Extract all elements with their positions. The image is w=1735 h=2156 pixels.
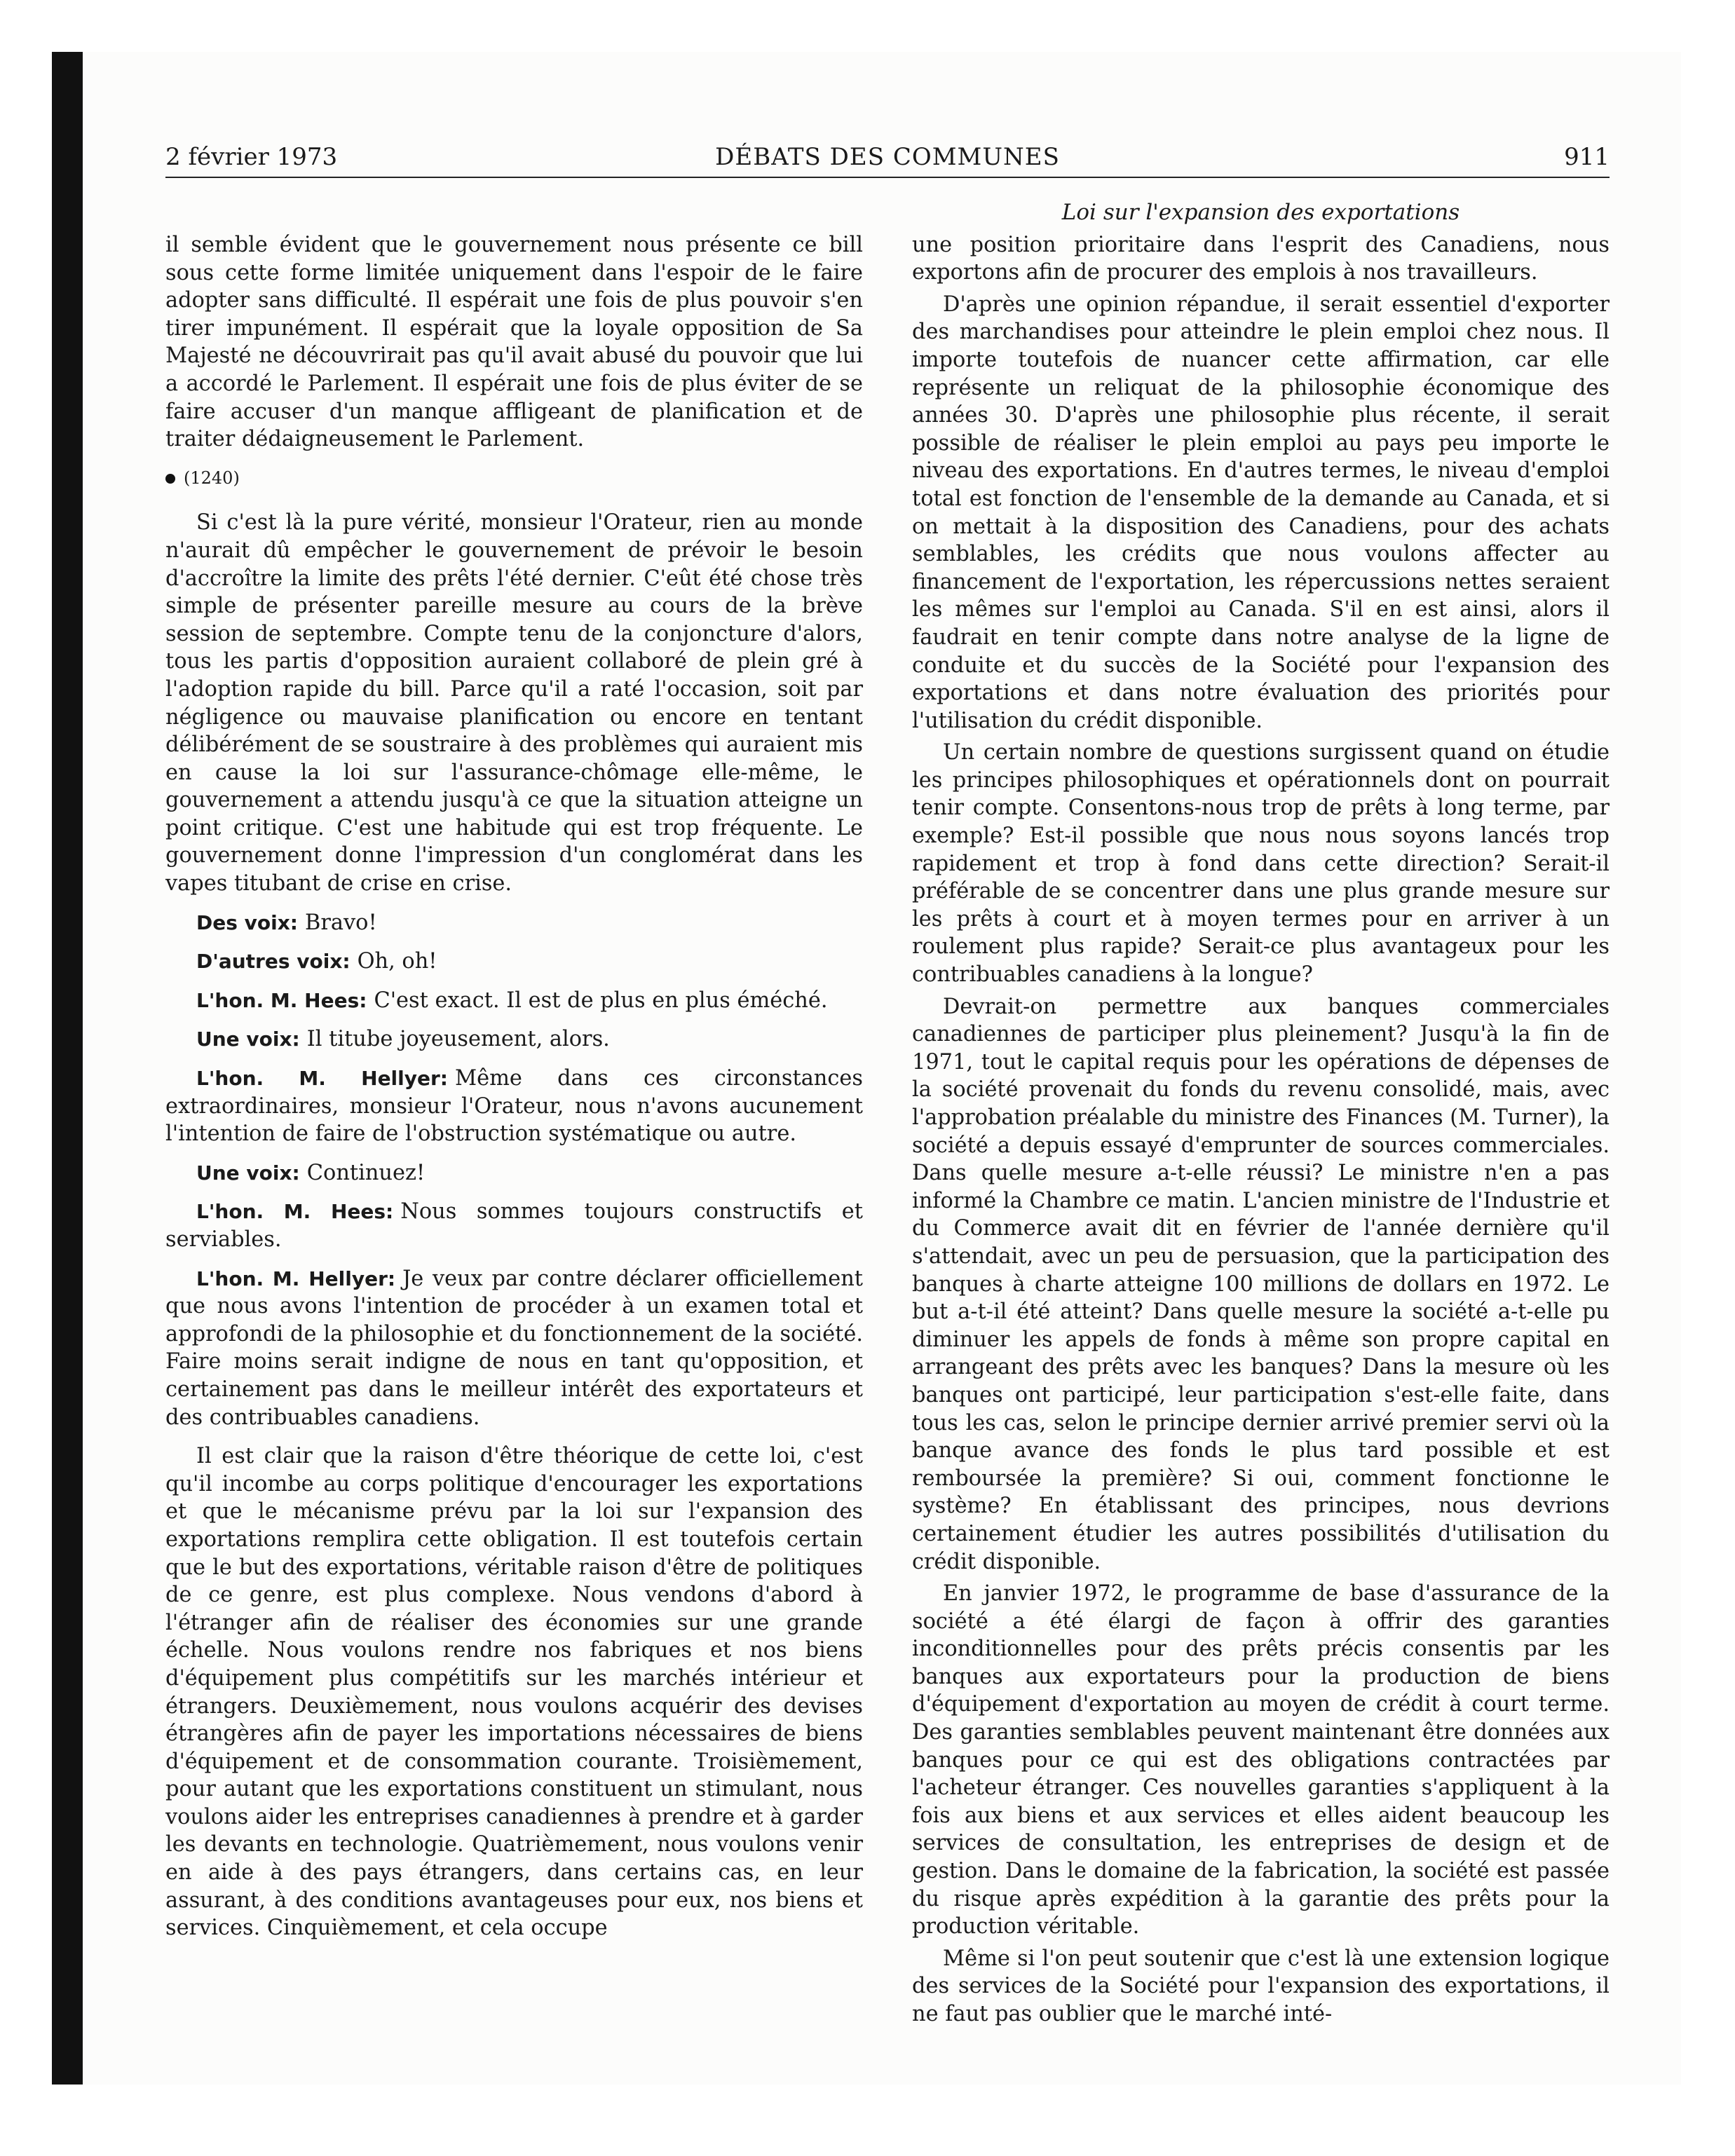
speech-entry	[165, 1265, 863, 1432]
speaker-name: L'hon. M. Hees:	[196, 988, 367, 1012]
paragraph: une position prioritaire dans l'esprit des Canadiens, nous exportons afin de procurer des emplois à nos travailleurs.	[912, 232, 1610, 285]
header-title: DÉBATS DES COMMUNES	[715, 143, 1060, 171]
speech-text: Continuez!	[306, 1160, 426, 1185]
time-marker-text: (1240)	[184, 468, 240, 488]
speaker-name: D'autres voix:	[196, 950, 351, 974]
speech-text: C'est exact. Il est de plus en plus éméché.	[374, 988, 828, 1013]
speaker-name: Une voix:	[196, 1161, 300, 1185]
speech-entry	[165, 1198, 863, 1253]
speaker-name: L'hon. M. Hees:	[196, 1200, 394, 1224]
speech-text: Je veux par contre déclarer officiellement que nous avons l'intention de procéder à un examen total et approfondi de la philosophie et du fonctionnement de la société. Faire moins serait indigne de nous en tant qu'opposition, et certainement pas dans le meilleur intérêt des exportateurs et des contribuables canadiens.	[165, 1266, 863, 1430]
speaker-name: Des voix:	[196, 910, 298, 934]
speech-text: Nous sommes toujours constructifs et serviables.	[165, 1199, 863, 1252]
speech-text: Il titube joyeusement, alors.	[306, 1027, 610, 1052]
speech-entry	[165, 1065, 863, 1148]
header-date: 2 février 1973	[165, 143, 338, 171]
speech-entry	[165, 948, 863, 976]
scan-edge-bar	[52, 52, 83, 2085]
speaker-name: L'hon. M. Hellyer:	[196, 1067, 449, 1091]
speech-entry	[165, 1025, 863, 1053]
time-marker	[165, 465, 863, 493]
speech-text: Oh, oh!	[357, 949, 437, 974]
bullet-icon	[165, 474, 175, 484]
page-header	[165, 140, 1610, 178]
speech-entry	[165, 987, 863, 1015]
speech-text: Même dans ces circonstances extraordinaires, monsieur l'Orateur, nous n'avons aucunement l'intention de faire de l'obstruction systématique ou autre.	[165, 1066, 863, 1147]
speaker-name: L'hon. M. Hellyer:	[196, 1267, 396, 1290]
section-title: Loi sur l'expansion des exportations	[1061, 200, 1460, 225]
header-page-number: 911	[1564, 143, 1610, 171]
paragraph: Même si l'on peut soutenir que c'est là une extension logique des services de la Société pour l'expansion des exportations, il ne faut pas oublier que le marché inté-	[912, 1946, 1610, 2026]
speech-entry	[165, 1159, 863, 1187]
paragraph: Si c'est là la pure vérité, monsieur l'Orateur, rien au monde n'aurait dû empêcher le gouvernement de prévoir le besoin d'accroître la limite des prêts l'été dernier. C'eût été chose très simple de présenter pareille mesure au cours de la brève session de septembre. Compte tenu de la conjoncture d'alors, tous les partis d'opposition auraient collaboré de plein gré à l'adoption rapide du bill. Parce qu'il a raté l'occasion, soit par négligence ou mauvaise planification ou encore en tentant délibérément de se soustraire à des problèmes qui auraient mis en cause la loi sur l'assurance-chômage elle-même, le gouvernement a attendu jusqu'à ce que la situation atteigne un point critique. C'est une habitude qui est trop fréquente. Le gouvernement donne l'impression d'un conglomérat dans les vapes titubant de crise en crise.	[165, 510, 863, 896]
paragraph: Il est clair que la raison d'être théorique de cette loi, c'est qu'il incombe au corps politique d'encourager les exportations et que le mécanisme prévu par la loi sur l'expansion des exportations remplira cette obligation. Il est toutefois certain que le but des exportations, véritable raison d'être de politiques de ce genre, est plus complexe. Nous vendons d'abord à l'étranger afin de réaliser des économies sur une grande échelle. Nous voulons rendre nos fabriques et nos biens d'équipement plus compétitifs sur les marchés intérieur et étrangers. Deuxièmement, nous voulons acquérir des devises étrangères afin de payer les importations nécessaires de biens d'équipement et de consommation courante. Troisièmement, pour autant que les exportations constituent un stimulant, nous voulons aider les entreprises canadiennes à prendre et à garder les devants en technologie. Quatrièmement, nous voulons venir en aide à des pays étrangers, dans certains cas, en leur assurant, à des conditions avantageuses pour eux, nos biens et services. Cinquièmement, et cela occupe	[165, 1444, 863, 1941]
paragraph: Devrait-on permettre aux banques commerciales canadiennes de participer plus pleinement? Jusqu'à la fin de 1971, tout le capital requis pour les opérations de dépenses de la société provenait du fonds du revenu consolidé, mais, avec l'approbation préalable du ministre des Finances (M. Turner), la société a depuis essayé d'emprunter de sources commerciales. Dans quelle mesure a-t-elle réussi? Le ministre n'en a pas informé la Chambre ce matin. L'ancien ministre de l'Industrie et du Commerce avait dit en février de l'année dernière qu'il s'attendait, avec un peu de persuasion, que la participation des banques à charte atteigne 100 millions de dollars en 1972. Le but a-t-il été atteint? Dans quelle mesure la société a-t-elle pu diminuer les appels de fonds à même son propre capital en arrangeant des prêts avec les banques? Dans la mesure où les banques ont participé, leur participation s'est-elle faite, dans tous les cas, selon le principe dernier arrivé premier servi où la banque avance des fonds le plus tard possible et est remboursée la première? Si oui, comment fonctionne le système? En établissant des principes, nous devrions certainement étudier les autres possibilités d'utilisation du crédit disponible.	[912, 994, 1610, 1574]
speech-text: Bravo!	[305, 910, 377, 935]
speaker-name: Une voix:	[196, 1028, 300, 1051]
paragraph: il semble évident que le gouvernement nous présente ce bill sous cette forme limitée uniquement dans l'espoir de le faire adopter sans difficulté. Il espérait une fois de plus pouvoir s'en tirer impunément. Il espérait que la loyale opposition de Sa Majesté ne découvrirait pas qu'il avait abusé du pouvoir que lui a accordé le Parlement. Il espérait une fois de plus éviter de se faire accuser d'un manque affligeant de planification et de traiter dédaigneusement le Parlement.	[165, 233, 863, 452]
paragraph: D'après une opinion répandue, il serait essentiel d'exporter des marchandises pour atteindre le plein emploi chez nous. Il importe toutefois de nuancer cette affirmation, car elle représente un reliquat de la philosophie économique des années 30. D'après une philosophie plus récente, il serait possible de réaliser le plein emploi au pays peu importe le niveau des exportations. En d'autres termes, le niveau d'emploi total est fonction de l'ensemble de la demande au Canada, et si on mettait à la disposition des Canadiens, pour des achats semblables, les crédits que nous voulons affecter au financement de l'exportation, les répercussions nettes seraient les mêmes sur l'emploi au Canada. S'il en est ainsi, alors il faudrait en tenir compte dans notre analyse de la ligne de conduite et du succès de la Société pour l'expansion des exportations et dans notre évaluation des priorités pour l'utilisation du crédit disponible.	[912, 292, 1610, 733]
paragraph: Un certain nombre de questions surgissent quand on étudie les principes philosophiques et opérationnels dont on pourrait tenir compte. Consentons-nous trop de prêts à long terme, par exemple? Est-il possible que nous nous soyons lancés trop rapidement et trop à fond dans cette direction? Serait-il préférable de se concentrer dans une plus grande mesure sur les prêts à court et à moyen termes pour en arriver à un roulement plus rapide? Serait-ce plus avantageux pour les contribuables canadiens à la longue?	[912, 740, 1610, 988]
right-column	[912, 199, 1610, 2033]
speech-entry	[165, 909, 863, 937]
paragraph: En janvier 1972, le programme de base d'assurance de la société a été élargi de façon à offrir des garanties inconditionnelles pour des prêts précis consentis par les banques aux exportateurs pour la production de biens d'équipement d'exportation au moyen de crédit à court terme. Des garanties semblables peuvent maintenant être données aux banques pour ce qui est des obligations contractées par l'acheteur étranger. Ces nouvelles garanties s'appliquent à la fois aux biens et aux services et elles aident beaucoup les services de consultation, les entreprises de design et de gestion. Dans le domaine de la fabrication, la société est passée du risque après expédition à la garantie des prêts pour la production véritable.	[912, 1581, 1610, 1939]
left-column	[165, 231, 863, 1953]
